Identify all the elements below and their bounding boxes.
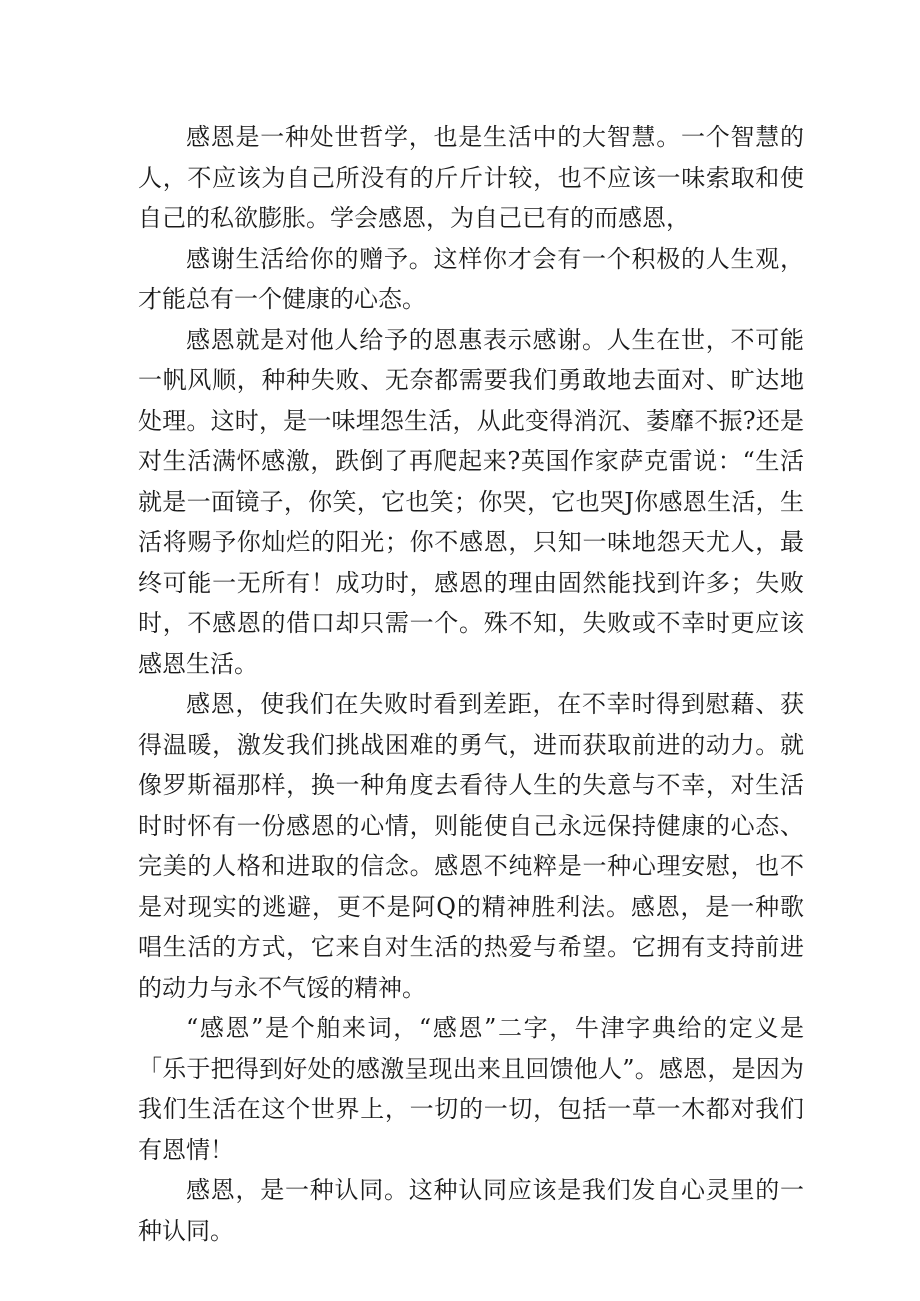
paragraph-4: 感恩，使我们在失败时看到差距，在不幸时得到慰藉、获得温暖，激发我们挑战困难的勇气，进而获取前进的动力。就像罗斯福那样，换一种角度去看待人生的失意与不幸，对生活时时怀有一份感恩的心情，则能使自己永远保持健康的心态、完美的人格和进取的信念。感恩不纯粹是一种心理安慰，也不是对现实的逃避，更不是阿Q的精神胜利法。感恩，是一种歌唱生活的方式，它来自对生活的热爱与希望。它拥有支持前进的动力与永不气馁的精神。 [138, 690, 804, 1002]
document-body [138, 117, 804, 1251]
paragraph-3: 感恩就是对他人给予的恩惠表示感谢。人生在世，不可能一帆风顺，种种失败、无奈都需要我们勇敢地去面对、旷达地处理。这时，是一味埋怨生活，从此变得消沉、萎靡不振?还是对生活满怀感激，跌倒了再爬起来?英国作家萨克雷说：“生活就是一面镜子，你笑，它也笑；你哭，它也哭J你感恩生活，生活将赐予你灿烂的阳光；你不感恩，只知一味地怨天尤人，最终可能一无所有！成功时，感恩的理由固然能找到许多；失败时，不感恩的借口却只需一个。殊不知，失败或不幸时更应该感恩生活。 [138, 325, 804, 678]
paragraph-6: 感恩，是一种认同。这种认同应该是我们发自心灵里的一种认同。 [138, 1176, 804, 1245]
paragraph-2: 感谢生活给你的赠予。这样你才会有一个积极的人生观，才能总有一个健康的心态。 [138, 244, 804, 313]
paragraph-1: 感恩是一种处世哲学，也是生活中的大智慧。一个智慧的人，不应该为自己所没有的斤斤计较，也不应该一味索取和使自己的私欲膨胀。学会感恩，为自己已有的而感恩， [138, 123, 804, 232]
paragraph-5: “感恩”是个舶来词，“感恩”二字，牛津字典给的定义是「乐于把得到好处的感激呈现出来且回馈他人”。感恩，是因为我们生活在这个世界上，一切的一切，包括一草一木都对我们有恩情！ [138, 1014, 804, 1164]
